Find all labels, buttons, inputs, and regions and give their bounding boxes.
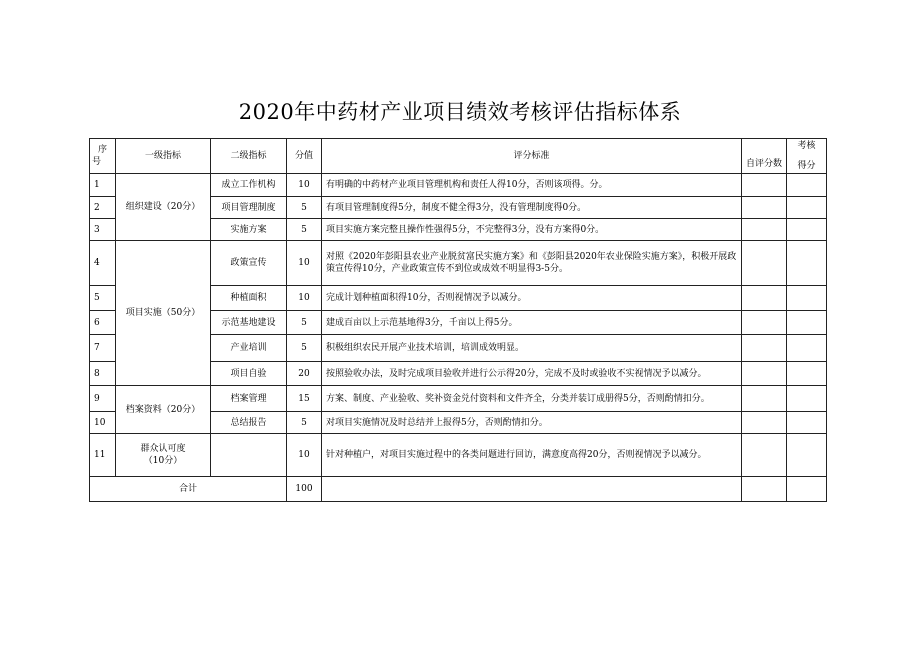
total-standard	[322, 477, 742, 502]
table-row	[90, 386, 827, 412]
row-no: 5	[90, 286, 116, 311]
row-level2: 项目管理制度	[211, 197, 287, 219]
row-level2: 档案管理	[211, 386, 287, 412]
row-points: 10	[287, 241, 322, 286]
row-no: 4	[90, 241, 116, 286]
header-row	[90, 139, 827, 174]
header-assess	[787, 139, 827, 174]
total-self-score	[742, 477, 787, 502]
row-level2: 总结报告	[211, 412, 287, 434]
header-level1: 一级指标	[116, 139, 211, 174]
group-label	[116, 434, 211, 477]
row-self-score	[742, 286, 787, 311]
row-self-score	[742, 241, 787, 286]
header-level2: 二级指标	[211, 139, 287, 174]
total-assess-score	[787, 477, 827, 502]
row-points: 5	[287, 412, 322, 434]
total-label: 合计	[90, 477, 287, 502]
header-no-bottom: 号	[92, 157, 102, 167]
row-standard: 完成计划种植面积得10分，否则视情况予以减分。	[322, 286, 742, 311]
row-points: 10	[287, 174, 322, 197]
row-points: 5	[287, 335, 322, 362]
row-self-score	[742, 434, 787, 477]
row-self-score	[742, 311, 787, 335]
header-no	[90, 139, 116, 174]
row-level2: 政策宣传	[211, 241, 287, 286]
row-points: 10	[287, 434, 322, 477]
row-points: 5	[287, 311, 322, 335]
indicator-table	[89, 138, 827, 502]
row-standard: 方案、制度、产业验收、奖补资金兑付资料和文件齐全，分类并装订成册得5分，否则酌情扣分。	[322, 386, 742, 412]
row-standard: 项目实施方案完整且操作性强得5分，不完整得3分，没有方案得0分。	[322, 219, 742, 241]
header-assess-top: 考核	[797, 141, 816, 151]
group-label: 项目实施（50分）	[116, 241, 211, 386]
table-row	[90, 434, 827, 477]
row-points: 20	[287, 362, 322, 386]
row-assess-score	[787, 362, 827, 386]
row-standard: 有明确的中药材产业项目管理机构和责任人得10分，否则该项得。分。	[322, 174, 742, 197]
row-self-score	[742, 386, 787, 412]
row-no: 11	[90, 434, 116, 477]
row-standard: 建成百亩以上示范基地得3分，千亩以上得5分。	[322, 311, 742, 335]
row-assess-score	[787, 335, 827, 362]
row-self-score	[742, 174, 787, 197]
row-self-score	[742, 412, 787, 434]
header-self-score: 自评分数	[742, 139, 787, 174]
row-level2	[211, 434, 287, 477]
row-no: 9	[90, 386, 116, 412]
row-points: 10	[287, 286, 322, 311]
row-self-score	[742, 362, 787, 386]
row-assess-score	[787, 311, 827, 335]
header-standard: 评分标准	[322, 139, 742, 174]
document-title: 2020年中药材产业项目绩效考核评估指标体系	[238, 100, 682, 124]
header-points: 分值	[287, 139, 322, 174]
row-self-score	[742, 335, 787, 362]
group-label: 档案资料（20分）	[116, 386, 211, 434]
row-standard: 有项目管理制度得5分，制度不健全得3分，没有管理制度得0分。	[322, 197, 742, 219]
table-row	[90, 241, 827, 286]
row-no: 6	[90, 311, 116, 335]
row-level2: 成立工作机构	[211, 174, 287, 197]
row-assess-score	[787, 434, 827, 477]
total-row	[90, 477, 827, 502]
row-points: 5	[287, 219, 322, 241]
row-level2: 实施方案	[211, 219, 287, 241]
row-assess-score	[787, 286, 827, 311]
row-no: 8	[90, 362, 116, 386]
row-assess-score	[787, 219, 827, 241]
row-standard: 对项目实施情况及时总结并上报得5分，否则酌情扣分。	[322, 412, 742, 434]
row-assess-score	[787, 241, 827, 286]
group-label-line2: （10分）	[143, 456, 183, 466]
row-assess-score	[787, 386, 827, 412]
total-points: 100	[287, 477, 322, 502]
row-no: 7	[90, 335, 116, 362]
row-assess-score	[787, 174, 827, 197]
group-label-line1: 群众认可度	[140, 444, 186, 454]
row-standard: 积极组织农民开展产业技术培训，培训成效明显。	[322, 335, 742, 362]
row-no: 3	[90, 219, 116, 241]
table-row	[90, 174, 827, 197]
row-no: 2	[90, 197, 116, 219]
row-no: 10	[90, 412, 116, 434]
row-self-score	[742, 219, 787, 241]
header-no-top: 序	[97, 145, 107, 155]
group-label: 组织建设（20分）	[116, 174, 211, 241]
row-no: 1	[90, 174, 116, 197]
row-self-score	[742, 197, 787, 219]
row-standard: 按照验收办法，及时完成项目验收并进行公示得20分，完成不及时或验收不实视情况予以减分。	[322, 362, 742, 386]
row-standard: 对照《2020年彭阳县农业产业脱贫富民实施方案》和《彭阳县2020年农业保险实施方案》，积极开展政策宣传得10分，产业政策宣传不到位或成效不明显得3-5分。	[322, 241, 742, 286]
row-assess-score	[787, 197, 827, 219]
row-level2: 产业培训	[211, 335, 287, 362]
row-points: 15	[287, 386, 322, 412]
row-points: 5	[287, 197, 322, 219]
header-assess-bottom: 得分	[797, 161, 816, 171]
row-level2: 示范基地建设	[211, 311, 287, 335]
row-level2: 种植面积	[211, 286, 287, 311]
row-assess-score	[787, 412, 827, 434]
row-standard: 针对种植户，对项目实施过程中的各类问题进行回访，满意度高得20分，否则视情况予以减分。	[322, 434, 742, 477]
row-level2: 项目自验	[211, 362, 287, 386]
